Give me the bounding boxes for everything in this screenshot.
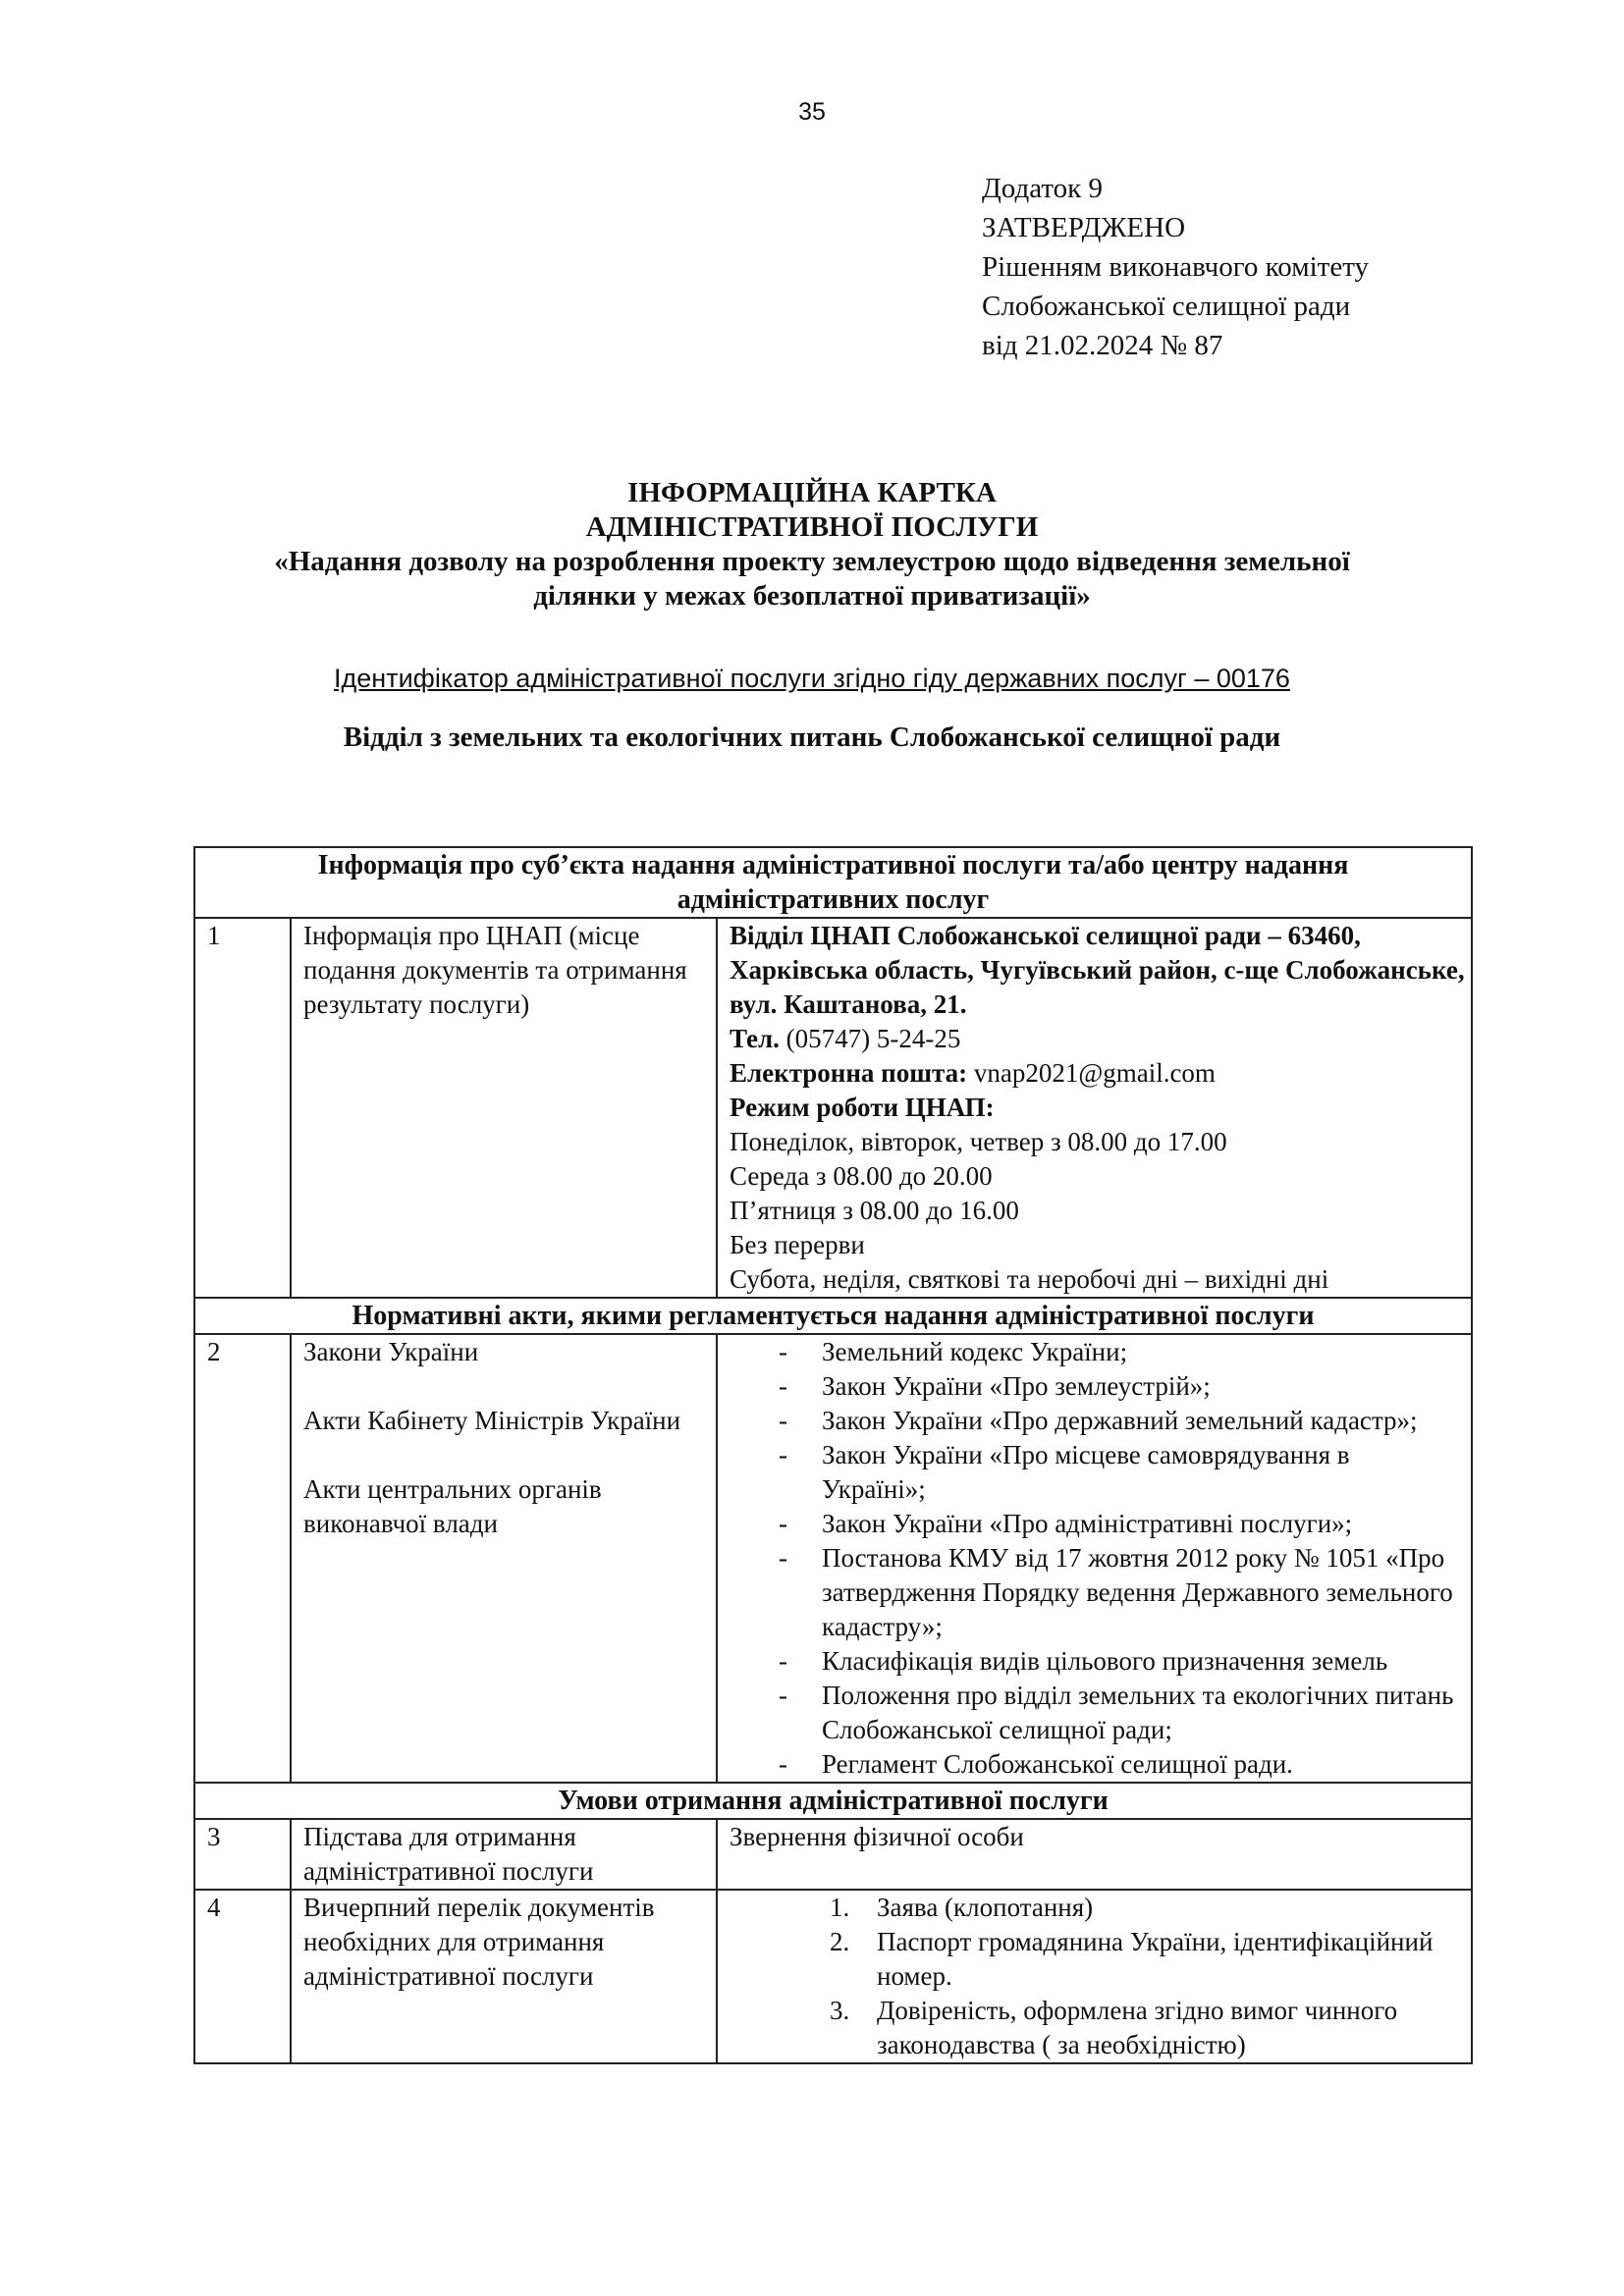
item-number: 2. <box>830 1927 850 1956</box>
approved-label: ЗАТВЕРДЖЕНО <box>982 212 1186 243</box>
list-item: - Постанова КМУ від 17 жовтня 2012 року № 1051 «Про затвердження Порядку ведення Державного земельного кадастру»; <box>730 1541 1459 1644</box>
list-item: - Регламент Слобожанської селищної ради. <box>730 1747 1459 1782</box>
service-name-line: ділянки у межах безоплатної приватизації» <box>533 580 1091 612</box>
list-item: - Закон України «Про місцеве самоврядування в Україні»; <box>730 1438 1459 1507</box>
row-value <box>717 1890 1472 2063</box>
phone-value: (05747) 5-24-25 <box>779 1024 961 1053</box>
phone-label: Тел. <box>730 1024 780 1053</box>
approval-authority: Рішенням виконавчого комітету <box>982 251 1369 283</box>
item-number: 3. <box>830 1996 850 2025</box>
row-number: 3 <box>194 1819 291 1890</box>
row-value <box>717 918 1472 1298</box>
section-header-row <box>194 1298 1472 1334</box>
central-bodies-acts-label: Акти центральних органів виконавчої влади <box>303 1474 602 1538</box>
table-row <box>194 1890 1472 2063</box>
cnap-email <box>730 1056 1465 1091</box>
row-label: Підстава для отримання адміністративної послуги <box>291 1819 717 1890</box>
schedule-line: Субота, неділя, святкові та неробочі дні – вихідні дні <box>730 1264 1329 1294</box>
schedule-label: Режим роботи ЦНАП: <box>730 1093 995 1122</box>
row-value <box>717 1334 1472 1783</box>
cnap-phone <box>730 1022 1465 1056</box>
row-label: Інформація про ЦНАП (місце подання документів та отримання результату послуги) <box>291 918 717 1298</box>
service-name-line: «Надання дозволу на розроблення проекту землеустрою щодо відведення земельної <box>274 546 1350 577</box>
page-number: 35 <box>798 98 826 126</box>
row-number: 4 <box>194 1890 291 2063</box>
approval-council: Слобожанської селищної ради <box>982 291 1351 322</box>
section-header: Інформація про суб’єкта надання адміністративної послуги та/або центру надання адміністративних послуг <box>194 847 1472 918</box>
section-header-row <box>194 1783 1472 1819</box>
service-identifier: Ідентифікатор адміністративної послуги згідно гіду державних послуг – 00176 <box>334 664 1290 693</box>
department-name: Відділ з земельних та екологічних питань Слобожанської селищної ради <box>343 721 1281 753</box>
table-row <box>194 1334 1472 1783</box>
schedule-line: Без перерви <box>730 1230 865 1259</box>
list-item: - Закон України «Про адміністративні послуги»; <box>730 1507 1459 1541</box>
row-value: Звернення фізичної особи <box>717 1819 1472 1890</box>
approval-date: від 21.02.2024 № 87 <box>982 330 1223 361</box>
row-label: Вичерпний перелік документів необхідних для отримання адміністративної послуги <box>291 1890 717 2063</box>
list-item <box>730 1891 1459 1925</box>
list-item: - Земельний кодекс України; <box>730 1335 1459 1369</box>
document-title <box>0 476 1624 614</box>
list-item: - Класифікація видів цільового призначення земель <box>730 1644 1459 1679</box>
schedule-line: Середа з 08.00 до 20.00 <box>730 1161 993 1191</box>
section-header: Нормативні акти, якими регламентується надання адміністративної послуги <box>194 1298 1472 1334</box>
schedule-line: Понеділок, вівторок, четвер з 08.00 до 17.00 <box>730 1127 1227 1156</box>
item-text: Паспорт громадянина України, ідентифікаційний номер. <box>877 1927 1434 1991</box>
row-label <box>291 1334 717 1783</box>
documents-list <box>730 1891 1459 2062</box>
row-number: 2 <box>194 1334 291 1783</box>
item-number: 1. <box>830 1893 850 1922</box>
laws-label: Закони України <box>303 1337 479 1366</box>
appendix-label: Додаток 9 <box>982 173 1103 204</box>
legal-acts-list <box>730 1335 1459 1782</box>
section-header: Умови отримання адміністративної послуги <box>194 1783 1472 1819</box>
list-item <box>730 1925 1459 1994</box>
list-item: - Закон України «Про землеустрій»; <box>730 1369 1459 1404</box>
title-line: ІНФОРМАЦІЙНА КАРТКА <box>627 477 997 508</box>
schedule-line: П’ятниця з 08.00 до 16.00 <box>730 1196 1019 1225</box>
list-item <box>730 1994 1459 2062</box>
email-value: vnap2021@gmail.com <box>967 1058 1216 1088</box>
info-card-table <box>193 846 1473 2064</box>
list-item: - Закон України «Про державний земельний кадастр»; <box>730 1404 1459 1438</box>
table-row <box>194 1819 1472 1890</box>
row-number: 1 <box>194 918 291 1298</box>
email-label: Електронна пошта: <box>730 1058 968 1088</box>
table-row <box>194 918 1472 1298</box>
title-line: АДМІНІСТРАТИВНОЇ ПОСЛУГИ <box>585 511 1039 543</box>
item-text: Довіреність, оформлена згідно вимог чинного законодавства ( за необхідністю) <box>877 1996 1398 2059</box>
list-item: - Положення про відділ земельних та екологічних питань Слобожанської селищної ради; <box>730 1679 1459 1747</box>
section-header-row <box>194 847 1472 918</box>
item-text: Заява (клопотання) <box>877 1893 1094 1922</box>
approval-stamp <box>982 169 1369 365</box>
cnap-address: Відділ ЦНАП Слобожанської селищної ради – 63460, Харківська область, Чугуївський район, с-ще Слобожанське, вул. Каштанова, 21. <box>730 921 1465 1019</box>
cabinet-acts-label: Акти Кабінету Міністрів України <box>303 1406 681 1435</box>
